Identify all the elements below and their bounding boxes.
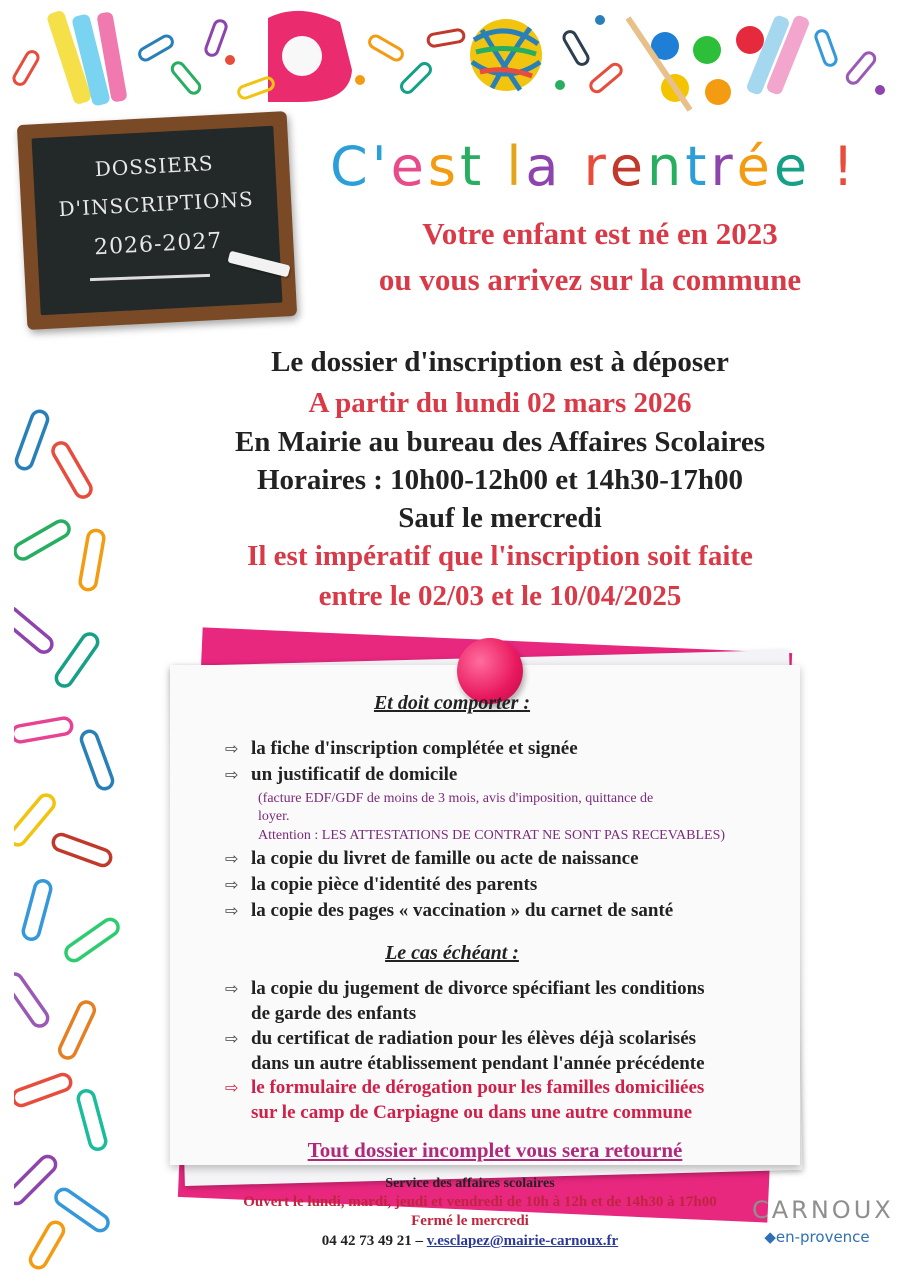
headline-letter: n — [647, 135, 686, 198]
domicile-note-attention: Attention : LES ATTESTATIONS DE CONTRAT NE SONT PAS RECEVABLES) — [258, 828, 726, 843]
carnoux-logo — [752, 1196, 894, 1266]
incomplete-file-warning: Tout dossier incomplet vous sera retourné — [307, 1138, 683, 1162]
subtitle-line-1: Votre enfant est né en 2023 — [422, 216, 778, 251]
headline-letter — [485, 135, 506, 198]
arrow-icon: ⇨ — [225, 979, 239, 998]
arrow-icon: ⇨ — [225, 739, 239, 758]
footer-contact — [150, 1233, 790, 1250]
arrow-icon: ⇨ — [225, 901, 239, 920]
main-line-hours: Horaires : 10h00-12h00 et 14h30-17h00 — [256, 464, 743, 496]
headline-letter: a — [525, 135, 563, 198]
arrow-icon: ⇨ — [225, 1029, 239, 1048]
list-item: ⇨ un justificatif de domicile — [225, 764, 458, 785]
headline-letter: r — [710, 135, 737, 198]
chalkboard-line-1: DOSSIERS — [94, 150, 215, 182]
arrow-icon: ⇨ — [225, 765, 239, 784]
arrow-icon: ⇨ — [225, 1078, 239, 1097]
list-item: ⇨ du certificat de radiation pour les élèves déjà scolarisés dans un autre établissement pendant l'année précédente — [225, 1028, 705, 1074]
headline-letter: ' — [371, 135, 391, 198]
chalkboard-surface — [32, 126, 283, 315]
arrow-icon: ⇨ — [225, 875, 239, 894]
headline-letter: é — [736, 135, 774, 198]
footer-phone: 04 42 73 49 21 – — [321, 1233, 427, 1249]
headline-letter — [811, 135, 832, 198]
headline-rentree — [330, 135, 890, 215]
list-item: ⇨ la copie pièce d'identité des parents — [225, 874, 538, 895]
list-item: ⇨ la copie du jugement de divorce spécifiant les conditions de garde des enfants — [225, 978, 705, 1024]
section-title-if-applicable: Le cas échéant : — [385, 942, 519, 964]
footer-email-link[interactable]: v.esclapez@mairie-carnoux.fr — [426, 1233, 619, 1249]
subtitle-line-2: ou vous arrivez sur la commune — [378, 262, 802, 297]
headline-letter: e — [390, 135, 428, 198]
main-line-except: Sauf le mercredi — [398, 502, 602, 534]
logo-text: CARNOUX — [752, 1196, 894, 1224]
list-item: ⇨ la fiche d'inscription complétée et signée — [225, 738, 578, 759]
list-item-derogation: ⇨ le formulaire de dérogation pour les familles domiciliées sur le camp de Carpiagne ou dans une autre commune — [225, 1077, 705, 1123]
domicile-note-line-1: (facture EDF/GDF de moins de 3 mois, avis d'imposition, quittance de — [258, 791, 654, 806]
main-line-deposit: Le dossier d'inscription est à déposer — [271, 346, 729, 378]
headline-letter: s — [427, 135, 460, 198]
footer-service: Service des affaires scolaires — [385, 1176, 555, 1191]
main-line-start-date: A partir du lundi 02 mars 2026 — [308, 387, 692, 419]
domicile-note-line-2: loyer. — [258, 809, 290, 824]
main-line-imperative: Il est impératif que l'inscription soit faite — [247, 540, 753, 572]
headline-letter: t — [685, 135, 711, 198]
arrow-icon: ⇨ — [225, 849, 239, 868]
headline-letter: r — [583, 135, 610, 198]
stationery-banner — [0, 0, 904, 112]
chalkboard — [17, 111, 297, 330]
section-title-required: Et doit comporter : — [373, 692, 531, 714]
footer-hours: Ouvert le lundi, mardi, jeudi et vendredi de 10h à 12h et de 14h30 à 17h00 — [243, 1194, 717, 1210]
headline-letter: l — [506, 135, 526, 198]
headline-letter — [562, 135, 583, 198]
headline-letter: e — [773, 135, 812, 198]
footer-closed: Fermé le mercredi — [411, 1213, 529, 1229]
headline-letter: ! — [832, 135, 858, 198]
list-item: ⇨ la copie des pages « vaccination » du carnet de santé — [225, 900, 674, 921]
chalkboard-line-3: 2026-2027 — [93, 228, 224, 261]
headline-letter: C — [330, 135, 372, 198]
stationery-illustration — [0, 0, 904, 112]
main-line-location: En Mairie au bureau des Affaires Scolaires — [234, 426, 766, 458]
main-line-deadline: entre le 02/03 et le 10/04/2025 — [318, 580, 682, 612]
headline-letter: e — [609, 135, 648, 198]
list-item: ⇨ la copie du livret de famille ou acte de naissance — [225, 848, 639, 869]
headline-letter: t — [459, 135, 486, 198]
chalkboard-line-2: D'INSCRIPTIONS — [58, 186, 255, 222]
logo-subtext: ◆en-provence — [764, 1228, 870, 1246]
